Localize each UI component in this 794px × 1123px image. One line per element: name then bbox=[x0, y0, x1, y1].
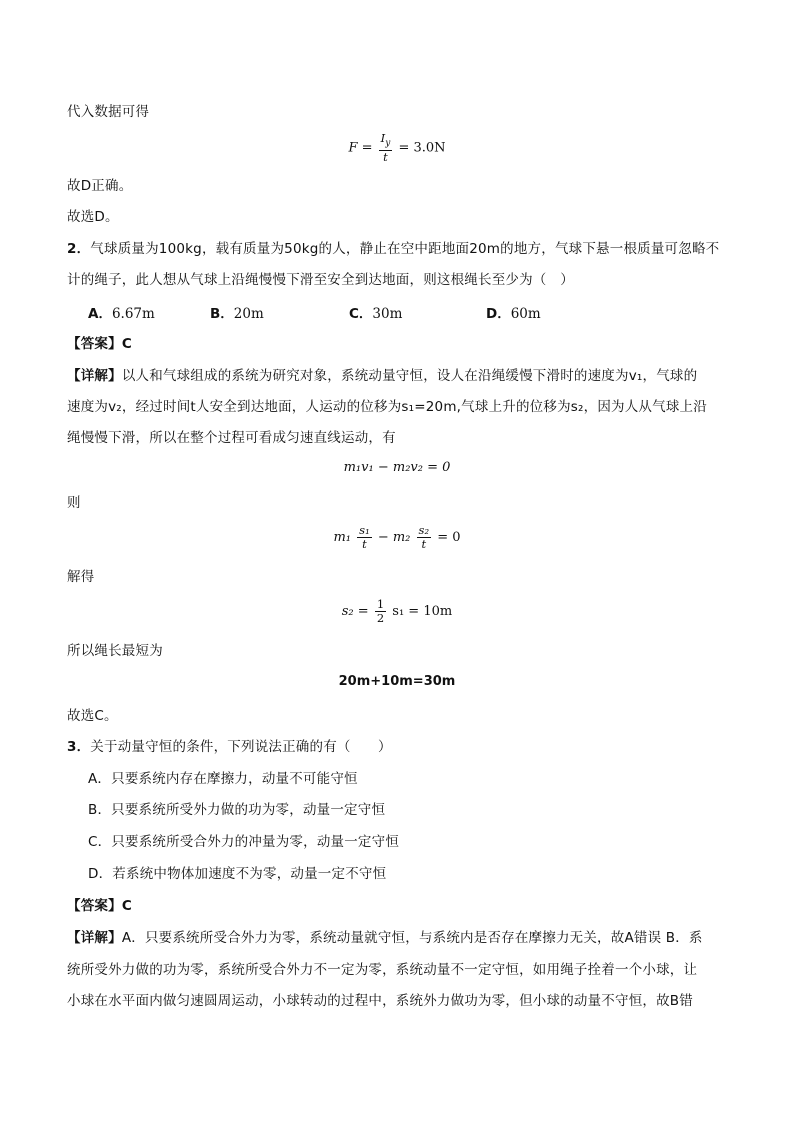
formula-F-fraction bbox=[379, 132, 393, 164]
formula-force bbox=[0, 132, 794, 164]
q2-option-b bbox=[210, 302, 264, 322]
eq3-frac bbox=[375, 598, 386, 625]
q2-answer-value: C bbox=[121, 336, 132, 352]
q2-select: 故选C。 bbox=[67, 708, 118, 724]
q2-option-c-text: 30m bbox=[372, 306, 403, 322]
eq2-frac1 bbox=[357, 524, 372, 551]
q2-shortest: 所以绳长最短为 bbox=[67, 643, 163, 659]
q2-equation-momentum: m₁v₁ − m₂v₂ = 0 bbox=[343, 460, 451, 475]
q3-detail-line2: 统所受外力做的功为零，系统所受合外力不一定为零，系统动量不一定守恒，如用绳子拴着一个小球，让 bbox=[67, 962, 698, 978]
q3-detail-text1: A．只要系统所受合外力为零，系统动量就守恒，与系统内是否存在摩擦力无关，故A错误 B．系 bbox=[121, 930, 703, 946]
q3-answer-tag: 【答案】 bbox=[67, 898, 122, 914]
formula-F-equals: = bbox=[361, 140, 373, 156]
eq2-m2: − m₂ bbox=[377, 530, 411, 545]
q2-option-c-label: C． bbox=[349, 306, 373, 322]
q2-stem-line1: 气球质量为100kg，载有质量为50kg的人，静止在空中距地面20m的地方，气球下悬一根质量可忽略不 bbox=[90, 241, 720, 257]
q2-equation-displacement bbox=[0, 524, 794, 551]
q2-option-a-label: A． bbox=[88, 306, 112, 322]
eq2-frac1-den: t bbox=[362, 537, 367, 551]
eq3-frac-num: 1 bbox=[376, 597, 385, 611]
q3-detail-line1 bbox=[67, 928, 703, 948]
q3-detail-tag: 【详解】 bbox=[67, 930, 122, 946]
formula-F-result: = 3.0N bbox=[398, 140, 446, 156]
q2-equation-s2 bbox=[0, 598, 794, 625]
eq2-frac2-num: s₂ bbox=[418, 523, 430, 537]
eq2-frac1-num: s₁ bbox=[359, 523, 370, 537]
q2-equation-total: 20m+10m=30m bbox=[338, 674, 456, 689]
q3-option-d: D．若系统中物体加速度不为零，动量一定不守恒 bbox=[88, 866, 387, 882]
q2-then: 则 bbox=[67, 495, 81, 511]
formula-F-symbol: F bbox=[348, 140, 358, 156]
q2-detail-tag: 【详解】 bbox=[67, 368, 122, 384]
q3-option-a: A．只要系统内存在摩擦力，动量不可能守恒 bbox=[88, 771, 358, 787]
q3-answer bbox=[67, 896, 132, 916]
q2-option-c bbox=[349, 302, 402, 322]
q2-solve: 解得 bbox=[67, 569, 95, 585]
q2-answer bbox=[67, 334, 132, 354]
q3-stem-text: 关于动量守恒的条件，下列说法正确的有（ ） bbox=[90, 739, 392, 755]
q3-number: 3． bbox=[67, 739, 91, 755]
q3-stem bbox=[67, 737, 392, 757]
select-d: 故选D。 bbox=[67, 209, 119, 225]
impulse-symbol: I bbox=[380, 131, 386, 145]
q2-option-b-label: B． bbox=[210, 306, 234, 322]
eq3-s2: s₂ = bbox=[341, 604, 369, 619]
q2-option-d-text: 60m bbox=[510, 306, 541, 322]
formula-F-numerator bbox=[379, 132, 393, 151]
eq2-m1: m₁ bbox=[333, 530, 352, 545]
q2-option-b-text: 20m bbox=[233, 306, 264, 322]
q2-answer-tag: 【答案】 bbox=[67, 336, 122, 352]
q3-answer-value: C bbox=[121, 898, 132, 914]
q2-option-d bbox=[486, 302, 541, 322]
q2-option-a-text: 6.67m bbox=[111, 306, 155, 322]
q2-option-d-label: D． bbox=[486, 306, 511, 322]
impulse-subscript: y bbox=[385, 138, 391, 149]
eq2-result: = 0 bbox=[437, 530, 461, 545]
formula-F-denominator: t bbox=[383, 150, 388, 165]
q2-line2: 计的绳子，此人想从气球上沿绳慢慢下滑至安全到达地面，则这根绳长至少为（ ） bbox=[67, 272, 574, 288]
q2-detail-text1: 以人和气球组成的系统为研究对象，系统动量守恒，设人在沿绳缓慢下滑时的速度为v₁，气球的 bbox=[121, 368, 698, 384]
q3-detail-line3: 小球在水平面内做匀速圆周运动，小球转动的过程中，系统外力做功为零，但小球的动量不守恒，故B错 bbox=[67, 993, 693, 1009]
conclusion-d: 故D正确。 bbox=[67, 178, 133, 194]
q2-detail-line2: 速度为v₂，经过时间t人安全到达地面，人运动的位移为s₁=20m,气球上升的位移为s₂，因为人从气球上沿 bbox=[67, 399, 707, 415]
q2-number: 2． bbox=[67, 241, 91, 257]
q2-option-a bbox=[88, 302, 155, 322]
eq2-frac2-den: t bbox=[421, 537, 427, 551]
eq2-frac2 bbox=[417, 524, 432, 551]
eq3-frac-den: 2 bbox=[376, 611, 385, 625]
q2-detail-line1 bbox=[67, 366, 697, 386]
q2-detail-line3: 绳慢慢下滑，所以在整个过程可看成匀速直线运动，有 bbox=[67, 430, 396, 446]
q2-line1 bbox=[67, 239, 719, 259]
q3-option-c: C．只要系统所受合外力的冲量为零，动量一定守恒 bbox=[88, 834, 400, 850]
eq3-result: s₁ = 10m bbox=[392, 604, 453, 619]
intro-line: 代入数据可得 bbox=[67, 104, 150, 120]
q3-option-b: B．只要系统所受外力做的功为零，动量一定守恒 bbox=[88, 802, 386, 818]
